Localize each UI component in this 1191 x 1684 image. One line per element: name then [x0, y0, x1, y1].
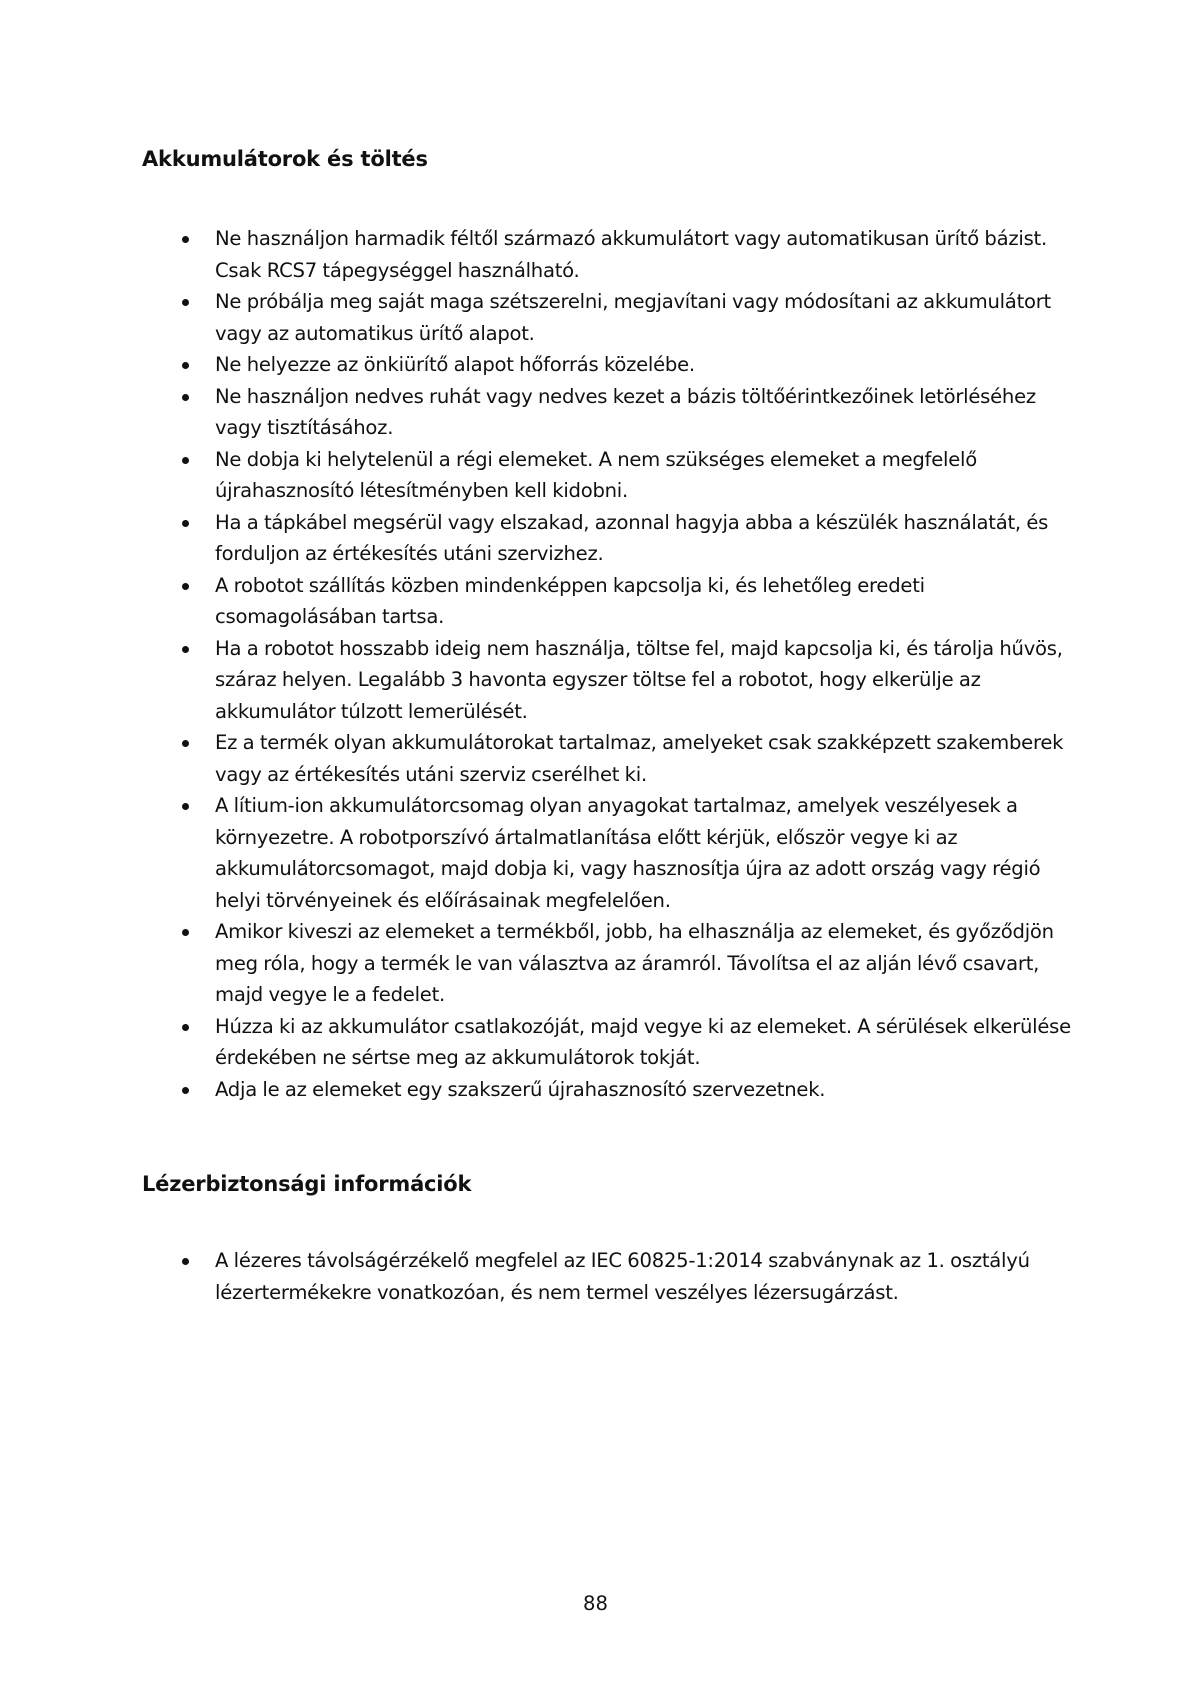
- list-item: [180, 1074, 1080, 1106]
- list-item: [180, 790, 1080, 916]
- list-item: [180, 223, 1080, 286]
- bullet-icon: [182, 646, 189, 653]
- bullet-icon: [182, 1024, 189, 1031]
- list-item: [180, 286, 1080, 349]
- list-item-text: Ez a termék olyan akkumulátorokat tartalmaz, amelyeket csak szakképzett szakemberek vagy az értékesítés utáni szerviz cserélhet ki.: [215, 731, 1064, 786]
- bullet-icon: [182, 299, 189, 306]
- list-item-text: Ha a tápkábel megsérül vagy elszakad, azonnal hagyja abba a készülék használatát, és forduljon az értékesítés utáni szervizhez.: [215, 510, 1049, 565]
- section-title-batteries: Akkumulátorok és töltés: [142, 147, 428, 171]
- laser-safety-list: [180, 1245, 1080, 1308]
- page-number: 88: [583, 1592, 608, 1615]
- list-item-text: A robotot szállítás közben mindenképpen kapcsolja ki, és lehetőleg eredeti csomagolásában tartsa.: [215, 573, 925, 628]
- list-item: [180, 507, 1080, 570]
- list-item-text: Ne helyezze az önkiürítő alapot hőforrás közelébe.: [215, 353, 695, 376]
- bullet-icon: [182, 457, 189, 464]
- list-item-text: Amikor kiveszi az elemeket a termékből, jobb, ha elhasználja az elemeket, és győződjön meg róla, hogy a termék le van választva az áramról. Távolítsa el az alján lévő csavart, majd vegye le a fedelet.: [215, 920, 1054, 1006]
- list-item: [180, 570, 1080, 633]
- bullet-icon: [182, 394, 189, 401]
- list-item-text: Ne használjon harmadik féltől származó akkumulátort vagy automatikusan ürítő bázist. Csak RCS7 tápegységgel használható.: [215, 227, 1047, 282]
- bullet-icon: [182, 740, 189, 747]
- list-item-text: Ha a robotot hosszabb ideig nem használja, töltse fel, majd kapcsolja ki, és tárolja hűvös, száraz helyen. Legalább 3 havonta egyszer töltse fel a robotot, hogy elkerülje az akkumulátor túlzott lemerülését.: [215, 636, 1063, 723]
- list-item: [180, 1245, 1080, 1308]
- bullet-icon: [182, 583, 189, 590]
- list-item-text: Adja le az elemeket egy szakszerű újrahasznosító szervezetnek.: [215, 1077, 826, 1101]
- bullet-icon: [182, 520, 189, 527]
- list-item-text: A lézeres távolságérzékelő megfelel az IEC 60825-1:2014 szabványnak az 1. osztályú lézertermékekre vonatkozóan, és nem termel veszélyes lézersugárzást.: [215, 1249, 1030, 1304]
- list-item: [180, 444, 1080, 507]
- list-item: [180, 916, 1080, 1011]
- list-item-text: Ne próbálja meg saját maga szétszerelni, megjavítani vagy módosítani az akkumulátort vagy az automatikus ürítő alapot.: [215, 290, 1051, 345]
- list-item: [180, 633, 1080, 728]
- list-item-text: Ne dobja ki helytelenül a régi elemeket. A nem szükséges elemeket a megfelelő újrahasznosító létesítményben kell kidobni.: [215, 447, 977, 502]
- bullet-icon: [182, 929, 189, 936]
- list-item: [180, 349, 1080, 381]
- bullet-icon: [182, 803, 189, 810]
- list-item: [180, 1011, 1080, 1074]
- bullet-icon: [182, 1087, 189, 1094]
- section-title-laser-safety: Lézerbiztonsági információk: [142, 1172, 472, 1196]
- list-item-text: Ne használjon nedves ruhát vagy nedves kezet a bázis töltőérintkezőinek letörléséhez vagy tisztításához.: [215, 384, 1036, 439]
- bullet-icon: [182, 236, 189, 243]
- list-item-text: A lítium-ion akkumulátorcsomag olyan anyagokat tartalmaz, amelyek veszélyesek a környezetre. A robotporszívó ártalmatlanítása előtt kérjük, először vegye ki az akkumulátorcsomagot, majd dobja ki, vagy hasznosítja újra az adott ország vagy régió helyi törvényeinek és előírásainak megfelelően.: [215, 794, 1041, 912]
- list-item: [180, 727, 1080, 790]
- list-item-text: Húzza ki az akkumulátor csatlakozóját, majd vegye ki az elemeket. A sérülések elkerülése érdekében ne sértse meg az akkumulátorok tokját.: [215, 1014, 1071, 1069]
- battery-safety-list: [180, 223, 1080, 1105]
- bullet-icon: [182, 1258, 189, 1265]
- bullet-icon: [182, 362, 189, 369]
- list-item: [180, 381, 1080, 444]
